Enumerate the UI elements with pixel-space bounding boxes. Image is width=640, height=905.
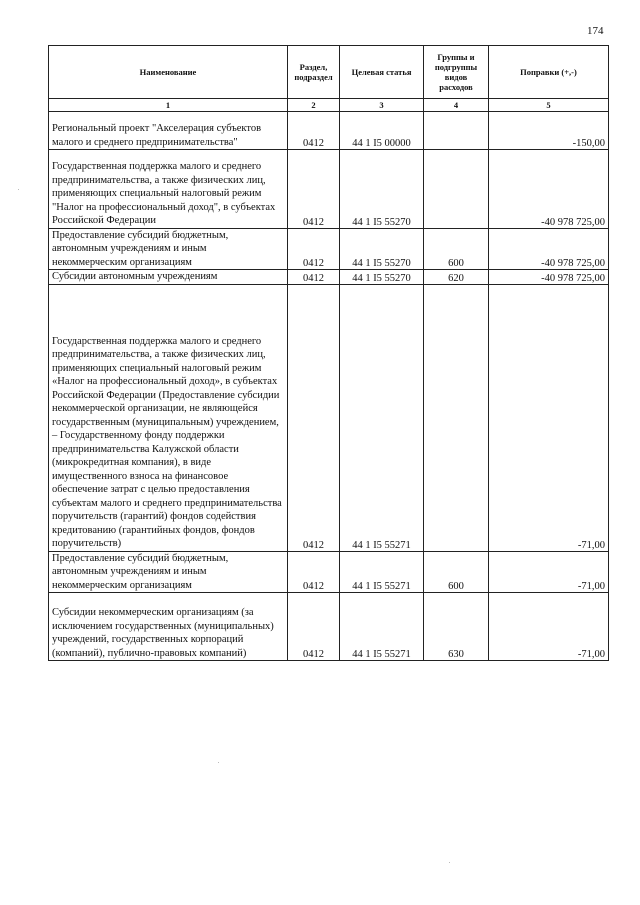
row-name: Государственная поддержка малого и среднего предпринимательства, а также физических лиц, применяющих специальный налоговый режим «Налог на профессиональный доход», в субъектах Российской Федерации (Предоставление субсидии некоммерческой организации, не являющейся государственным (муниципальным) учреждением, – Государственному фонду поддержки предпринимательства Калужской области (микрокредитная компания), в виде имущественного взноса на финансовое обеспечение затрат с целью предоставления субъектам малого и среднего предпринимательства поручительств (гарантий) фондов содействия кредитованию (гарантийных фондов, фондов поручительств) — [52, 335, 282, 549]
row-target: 44 1 I5 55271 — [340, 551, 424, 593]
row-name: Предоставление субсидий бюджетным, автономным учреждениям и иным некоммерческим организациям — [49, 551, 288, 593]
table-row — [49, 112, 609, 150]
row-target: 44 1 I5 55270 — [340, 270, 424, 285]
table-row — [49, 551, 609, 593]
row-target: 44 1 I5 55271 — [340, 284, 424, 551]
row-section: 0412 — [288, 228, 340, 270]
scan-speck — [218, 762, 219, 763]
col-number: 3 — [340, 99, 424, 112]
row-group: 600 — [424, 551, 489, 593]
table-row — [49, 284, 609, 551]
scan-speck — [449, 862, 450, 863]
row-group: 600 — [424, 228, 489, 270]
header-target: Целевая статья — [340, 46, 424, 99]
table-row — [49, 593, 609, 661]
scan-speck — [18, 189, 19, 190]
row-target: 44 1 I5 55270 — [340, 228, 424, 270]
table-row — [49, 150, 609, 229]
header-name: Наименование — [49, 46, 288, 99]
header-groups: Группы и подгруппы видов расходов — [424, 46, 489, 99]
row-group: 620 — [424, 270, 489, 285]
row-section: 0412 — [288, 593, 340, 661]
col-number: 2 — [288, 99, 340, 112]
row-amount: -40 978 725,00 — [489, 150, 609, 229]
header-section: Раздел, подраздел — [288, 46, 340, 99]
column-numbers-row — [49, 99, 609, 112]
header-amendments: Поправки (+,-) — [489, 46, 609, 99]
row-amount: -40 978 725,00 — [489, 228, 609, 270]
row-section: 0412 — [288, 150, 340, 229]
row-section: 0412 — [288, 112, 340, 150]
row-target: 44 1 I5 00000 — [340, 112, 424, 150]
header-row — [49, 46, 609, 99]
row-target: 44 1 I5 55271 — [340, 593, 424, 661]
row-group — [424, 112, 489, 150]
table-row — [49, 228, 609, 270]
row-name: Региональный проект "Акселерация субъектов малого и среднего предпринимательства" — [52, 123, 262, 148]
col-number: 5 — [489, 99, 609, 112]
row-group — [424, 150, 489, 229]
row-name: Субсидии некоммерческим организациям (за исключением государственных (муниципальных) учреждений, государственных корпораций (компаний), публично-правовых компаний) — [52, 607, 274, 659]
row-section: 0412 — [288, 551, 340, 593]
row-amount: -40 978 725,00 — [489, 270, 609, 285]
row-group — [424, 284, 489, 551]
row-name: Государственная поддержка малого и среднего предпринимательства, а также физических лиц, применяющих специальный налоговый режим "Налог на профессиональный доход", в субъектах Российской Федерации — [52, 161, 276, 226]
row-amount: -71,00 — [489, 284, 609, 551]
row-group: 630 — [424, 593, 489, 661]
col-number: 1 — [49, 99, 288, 112]
col-number: 4 — [424, 99, 489, 112]
page-number: 174 — [587, 25, 604, 37]
row-amount: -150,00 — [489, 112, 609, 150]
row-name: Предоставление субсидий бюджетным, автономным учреждениям и иным некоммерческим организациям — [49, 228, 288, 270]
budget-table — [48, 45, 609, 661]
row-amount: -71,00 — [489, 593, 609, 661]
table-row — [49, 270, 609, 285]
row-amount: -71,00 — [489, 551, 609, 593]
row-section: 0412 — [288, 270, 340, 285]
row-section: 0412 — [288, 284, 340, 551]
row-name: Субсидии автономным учреждениям — [49, 270, 288, 285]
row-target: 44 1 I5 55270 — [340, 150, 424, 229]
